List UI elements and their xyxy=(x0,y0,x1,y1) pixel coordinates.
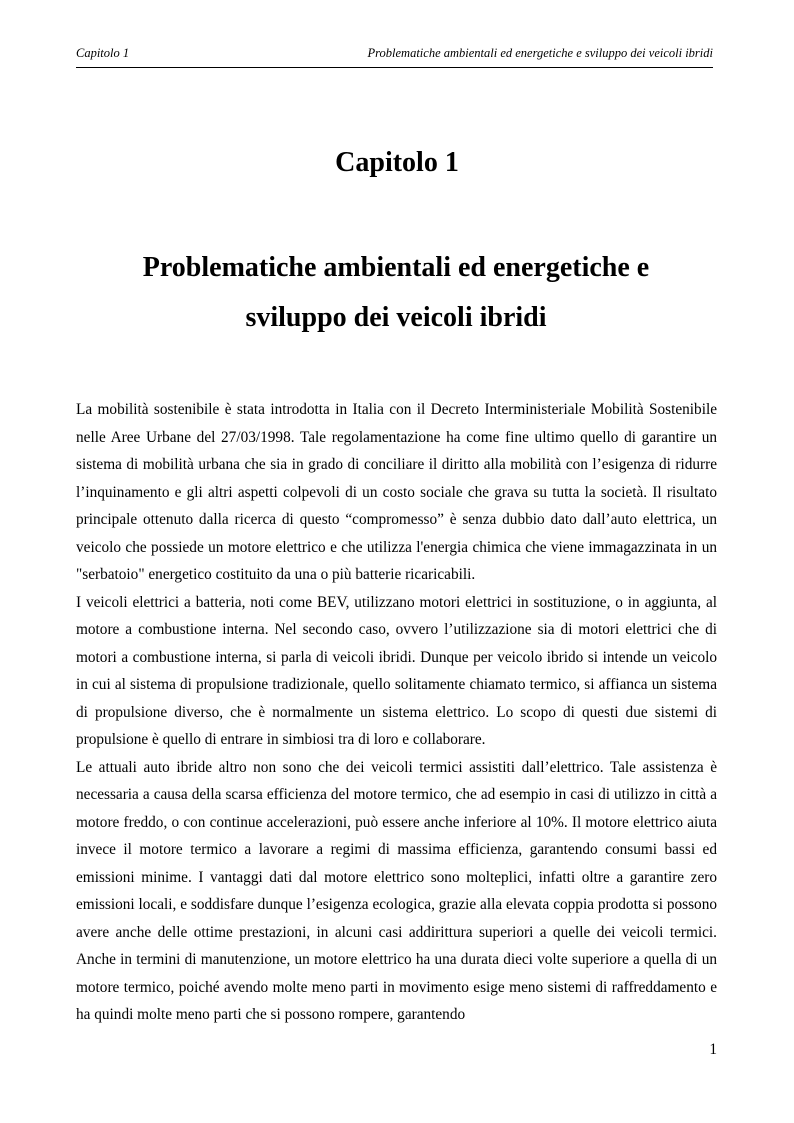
page-number: 1 xyxy=(709,1041,717,1058)
running-header xyxy=(76,46,713,66)
body-text xyxy=(76,396,717,1029)
chapter-title-line-2: sviluppo dei veicoli ibridi xyxy=(245,302,547,333)
paragraph-3: Le attuali auto ibride altro non sono che dei veicoli termici assistiti dall’elettrico. Tale assistenza è necessaria a causa della scarsa efficienza del motore termico, che ad esempio in casi di utilizzo in città a motore freddo, o con continue accelerazioni, può essere anche inferiore al 10%. Il motore elettrico aiuta invece il motore termico a lavorare a regimi di massima efficienza, garantendo consumi bassi ed emissioni minime. I vantaggi dati dal motore elettrico sono molteplici, infatti oltre a garantire zero emissioni locali, e soddisfare dunque l’esigenza ecologica, grazie alla elevata coppia prodotta si possono avere anche delle ottime prestazioni, in alcuni casi addirittura superiori a quelle dei veicoli termici. Anche in termini di manutenzione, un motore elettrico ha una durata dieci volte superiore a quella di un motore termico, poiché avendo molte meno parti in movimento esige meno sistemi di raffreddamento e ha quindi molte meno parti che si possono rompere, garantendo xyxy=(76,758,717,1023)
header-chapter-label: Capitolo 1 xyxy=(76,46,130,60)
chapter-title-line-1: Problematiche ambientali ed energetiche e xyxy=(142,252,650,283)
paragraph-2: I veicoli elettrici a batteria, noti come BEV, utilizzano motori elettrici in sostituzione, o in aggiunta, al motore a combustione interna. Nel secondo caso, ovvero l’utilizzazione sia di motori elettrici che di motori a combustione interna, si parla di veicoli ibridi. Dunque per veicolo ibrido si intende un veicolo in cui al sistema di propulsione tradizionale, quello solitamente chiamato termico, si affianca un sistema di propulsione diverso, che è normalmente un sistema elettrico. Lo scopo di questi due sistemi di propulsione è quello di entrare in simbiosi tra di loro e collaborare. xyxy=(76,593,717,748)
chapter-number-heading: Capitolo 1 xyxy=(335,147,459,178)
header-divider xyxy=(76,67,713,68)
chapter-title-heading xyxy=(76,243,716,343)
header-chapter-title: Problematiche ambientali ed energetiche e sviluppo dei veicoli ibridi xyxy=(367,46,713,60)
paragraph-1: La mobilità sostenibile è stata introdotta in Italia con il Decreto Interministeriale Mobilità Sostenibile nelle Aree Urbane del 27/03/1998. Tale regolamentazione ha come fine ultimo quello di garantire un sistema di mobilità urbana che sia in grado di conciliare il diritto alla mobilità con l’esigenza di ridurre l’inquinamento e gli altri aspetti colpevoli di un costo sociale che grava su tutta la società. Il risultato principale ottenuto dalla ricerca di questo “compromesso” è senza dubbio dato dall’auto elettrica, un veicolo che possiede un motore elettrico e che utilizza l'energia chimica che viene immagazzinata in un "serbatoio" energetico costituito da una o più batterie ricaricabili. xyxy=(76,401,717,583)
